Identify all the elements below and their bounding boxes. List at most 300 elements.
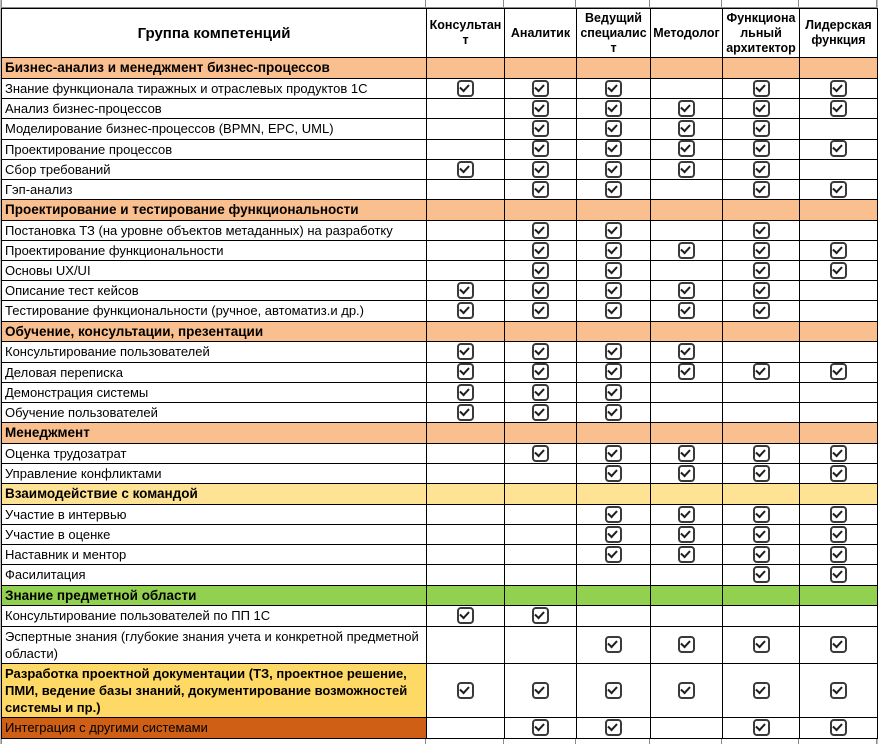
check-cell	[800, 663, 878, 717]
checked-checkbox-icon[interactable]	[830, 546, 847, 563]
check-cell	[651, 281, 723, 301]
check-cell	[723, 606, 800, 626]
checked-checkbox-icon[interactable]	[830, 242, 847, 259]
partial-row-below	[1, 739, 877, 744]
competency-row	[2, 663, 878, 717]
checked-checkbox-icon[interactable]	[457, 343, 474, 360]
check-cell	[577, 606, 651, 626]
section-empty-cell	[427, 585, 505, 606]
competency-row	[2, 79, 878, 99]
check-cell	[800, 606, 878, 626]
competency-row	[2, 718, 878, 738]
section-empty-cell	[577, 200, 651, 221]
check-cell	[505, 240, 577, 260]
check-cell	[651, 179, 723, 199]
section-header-row	[2, 484, 878, 505]
checked-checkbox-icon[interactable]	[830, 682, 847, 699]
checked-checkbox-icon[interactable]	[605, 282, 622, 299]
check-cell	[427, 382, 505, 402]
section-empty-cell	[651, 321, 723, 342]
competency-row	[2, 525, 878, 545]
section-empty-cell	[723, 321, 800, 342]
check-cell	[577, 545, 651, 565]
section-empty-cell	[651, 484, 723, 505]
competency-row	[2, 362, 878, 382]
check-cell	[800, 281, 878, 301]
checked-checkbox-icon[interactable]	[753, 719, 770, 736]
check-cell	[723, 504, 800, 524]
checked-checkbox-icon[interactable]	[605, 181, 622, 198]
check-cell	[723, 79, 800, 99]
section-header-row	[2, 585, 878, 606]
competency-row	[2, 443, 878, 463]
checked-checkbox-icon[interactable]	[605, 465, 622, 482]
check-cell	[427, 565, 505, 585]
checked-checkbox-icon[interactable]	[753, 526, 770, 543]
competency-label-cell: Управление конфликтами	[2, 464, 427, 484]
checked-checkbox-icon[interactable]	[532, 222, 549, 239]
checked-checkbox-icon[interactable]	[678, 242, 695, 259]
check-cell	[505, 99, 577, 119]
check-cell	[651, 99, 723, 119]
checked-checkbox-icon[interactable]	[830, 445, 847, 462]
check-cell	[723, 240, 800, 260]
checked-checkbox-icon[interactable]	[605, 526, 622, 543]
checked-checkbox-icon[interactable]	[678, 120, 695, 137]
check-cell	[577, 525, 651, 545]
competency-label-cell: Проектирование функциональности	[2, 240, 427, 260]
column-header-role-methodologist: Методолог	[651, 9, 723, 58]
competency-label-cell: Интеграция с другими системами	[2, 718, 427, 738]
checked-checkbox-icon[interactable]	[753, 566, 770, 583]
section-empty-cell	[723, 585, 800, 606]
competency-label-cell: Анализ бизнес-процессов	[2, 99, 427, 119]
competency-label-cell: Фасилитация	[2, 565, 427, 585]
checked-checkbox-icon[interactable]	[753, 161, 770, 178]
section-header-cell: Менеджмент	[2, 423, 427, 444]
checked-checkbox-icon[interactable]	[532, 404, 549, 421]
check-cell	[505, 342, 577, 362]
check-cell	[505, 119, 577, 139]
check-cell	[723, 119, 800, 139]
check-cell	[651, 79, 723, 99]
checked-checkbox-icon[interactable]	[605, 384, 622, 401]
competency-label-cell: Проектирование процессов	[2, 139, 427, 159]
competency-row	[2, 464, 878, 484]
check-cell	[577, 504, 651, 524]
checked-checkbox-icon[interactable]	[830, 100, 847, 117]
check-cell	[427, 464, 505, 484]
check-cell	[505, 159, 577, 179]
section-empty-cell	[505, 58, 577, 79]
competency-row	[2, 545, 878, 565]
checked-checkbox-icon[interactable]	[457, 282, 474, 299]
check-cell	[577, 159, 651, 179]
section-header-row	[2, 423, 878, 444]
checked-checkbox-icon[interactable]	[532, 302, 549, 319]
checked-checkbox-icon[interactable]	[605, 636, 622, 653]
competency-row	[2, 220, 878, 240]
checked-checkbox-icon[interactable]	[457, 302, 474, 319]
competency-label-cell: Обучение пользователей	[2, 402, 427, 422]
checked-checkbox-icon[interactable]	[830, 465, 847, 482]
checked-checkbox-icon[interactable]	[753, 140, 770, 157]
check-cell	[505, 565, 577, 585]
column-header-role-analyst: Аналитик	[505, 9, 577, 58]
check-cell	[577, 301, 651, 321]
section-empty-cell	[723, 200, 800, 221]
check-cell	[577, 626, 651, 663]
section-empty-cell	[800, 321, 878, 342]
check-cell	[505, 261, 577, 281]
check-cell	[723, 626, 800, 663]
check-cell	[651, 464, 723, 484]
checked-checkbox-icon[interactable]	[678, 465, 695, 482]
section-empty-cell	[577, 585, 651, 606]
check-cell	[723, 301, 800, 321]
checked-checkbox-icon[interactable]	[678, 282, 695, 299]
check-cell	[800, 402, 878, 422]
checked-checkbox-icon[interactable]	[457, 404, 474, 421]
section-header-cell: Бизнес-анализ и менеджмент бизнес-процессов	[2, 58, 427, 79]
check-cell	[800, 240, 878, 260]
checked-checkbox-icon[interactable]	[753, 302, 770, 319]
competency-label-cell: Моделирование бизнес-процессов (BPMN, EPC, UML)	[2, 119, 427, 139]
check-cell	[505, 626, 577, 663]
checked-checkbox-icon[interactable]	[605, 302, 622, 319]
competency-label-cell: Знание функционала тиражных и отраслевых продуктов 1С	[2, 79, 427, 99]
checked-checkbox-icon[interactable]	[830, 181, 847, 198]
check-cell	[505, 139, 577, 159]
checked-checkbox-icon[interactable]	[753, 282, 770, 299]
check-cell	[505, 718, 577, 738]
check-cell	[651, 663, 723, 717]
checked-checkbox-icon[interactable]	[753, 120, 770, 137]
section-empty-cell	[427, 200, 505, 221]
check-cell	[800, 443, 878, 463]
check-cell	[505, 220, 577, 240]
checked-checkbox-icon[interactable]	[753, 80, 770, 97]
checked-checkbox-icon[interactable]	[605, 343, 622, 360]
checked-checkbox-icon[interactable]	[605, 120, 622, 137]
competency-row	[2, 301, 878, 321]
section-empty-cell	[723, 423, 800, 444]
check-cell	[427, 139, 505, 159]
check-cell	[427, 281, 505, 301]
checked-checkbox-icon[interactable]	[830, 80, 847, 97]
checked-checkbox-icon[interactable]	[605, 242, 622, 259]
check-cell	[723, 525, 800, 545]
section-empty-cell	[427, 484, 505, 505]
checked-checkbox-icon[interactable]	[753, 682, 770, 699]
check-cell	[427, 240, 505, 260]
check-cell	[577, 362, 651, 382]
checked-checkbox-icon[interactable]	[605, 100, 622, 117]
check-cell	[723, 565, 800, 585]
check-cell	[800, 565, 878, 585]
section-header-cell: Проектирование и тестирование функциональности	[2, 200, 427, 221]
checked-checkbox-icon[interactable]	[532, 161, 549, 178]
section-empty-cell	[723, 484, 800, 505]
competency-row	[2, 99, 878, 119]
check-cell	[800, 159, 878, 179]
checked-checkbox-icon[interactable]	[605, 546, 622, 563]
partial-row-above	[1, 0, 877, 8]
section-header-row	[2, 58, 878, 79]
competency-row	[2, 159, 878, 179]
check-cell	[651, 718, 723, 738]
section-header-cell: Обучение, консультации, презентации	[2, 321, 427, 342]
check-cell	[427, 626, 505, 663]
section-header-row	[2, 321, 878, 342]
section-empty-cell	[651, 585, 723, 606]
check-cell	[651, 382, 723, 402]
check-cell	[800, 525, 878, 545]
check-cell	[427, 261, 505, 281]
checked-checkbox-icon[interactable]	[532, 343, 549, 360]
check-cell	[577, 402, 651, 422]
checked-checkbox-icon[interactable]	[605, 404, 622, 421]
check-cell	[427, 663, 505, 717]
checked-checkbox-icon[interactable]	[753, 445, 770, 462]
checked-checkbox-icon[interactable]	[457, 607, 474, 624]
check-cell	[505, 464, 577, 484]
competency-row	[2, 342, 878, 362]
check-cell	[723, 342, 800, 362]
checked-checkbox-icon[interactable]	[605, 682, 622, 699]
check-cell	[505, 402, 577, 422]
check-cell	[723, 220, 800, 240]
check-cell	[800, 504, 878, 524]
checked-checkbox-icon[interactable]	[678, 636, 695, 653]
section-empty-cell	[800, 200, 878, 221]
check-cell	[723, 159, 800, 179]
competency-label-cell: Гэп-анализ	[2, 179, 427, 199]
competency-label-cell: Описание тест кейсов	[2, 281, 427, 301]
checked-checkbox-icon[interactable]	[605, 161, 622, 178]
check-cell	[651, 240, 723, 260]
section-empty-cell	[651, 200, 723, 221]
checked-checkbox-icon[interactable]	[830, 140, 847, 157]
check-cell	[800, 382, 878, 402]
check-cell	[651, 362, 723, 382]
checked-checkbox-icon[interactable]	[753, 262, 770, 279]
checked-checkbox-icon[interactable]	[532, 719, 549, 736]
checked-checkbox-icon[interactable]	[532, 262, 549, 279]
checked-checkbox-icon[interactable]	[753, 465, 770, 482]
check-cell	[577, 179, 651, 199]
checked-checkbox-icon[interactable]	[678, 161, 695, 178]
check-cell	[800, 464, 878, 484]
checked-checkbox-icon[interactable]	[532, 181, 549, 198]
checked-checkbox-icon[interactable]	[830, 526, 847, 543]
section-header-cell: Знание предметной области	[2, 585, 427, 606]
checked-checkbox-icon[interactable]	[678, 363, 695, 380]
check-cell	[723, 281, 800, 301]
section-empty-cell	[427, 423, 505, 444]
checked-checkbox-icon[interactable]	[753, 242, 770, 259]
check-cell	[800, 301, 878, 321]
check-cell	[800, 261, 878, 281]
check-cell	[505, 545, 577, 565]
checked-checkbox-icon[interactable]	[532, 363, 549, 380]
check-cell	[577, 718, 651, 738]
competency-label-cell: Консультирование пользователей по ПП 1С	[2, 606, 427, 626]
check-cell	[723, 718, 800, 738]
check-cell	[651, 139, 723, 159]
checked-checkbox-icon[interactable]	[605, 506, 622, 523]
checked-checkbox-icon[interactable]	[605, 445, 622, 462]
competency-label-cell: Участие в интервью	[2, 504, 427, 524]
checked-checkbox-icon[interactable]	[830, 506, 847, 523]
checked-checkbox-icon[interactable]	[532, 607, 549, 624]
checked-checkbox-icon[interactable]	[605, 262, 622, 279]
checked-checkbox-icon[interactable]	[457, 384, 474, 401]
check-cell	[577, 464, 651, 484]
check-cell	[505, 79, 577, 99]
competency-label-cell: Эспертные знания (глубокие знания учета и конкретной предметной области)	[2, 626, 427, 663]
check-cell	[427, 179, 505, 199]
check-cell	[577, 139, 651, 159]
checked-checkbox-icon[interactable]	[830, 636, 847, 653]
check-cell	[577, 443, 651, 463]
check-cell	[505, 525, 577, 545]
section-empty-cell	[577, 58, 651, 79]
checked-checkbox-icon[interactable]	[605, 140, 622, 157]
competency-row	[2, 606, 878, 626]
check-cell	[427, 402, 505, 422]
section-empty-cell	[651, 423, 723, 444]
check-cell	[577, 261, 651, 281]
checked-checkbox-icon[interactable]	[753, 181, 770, 198]
check-cell	[505, 179, 577, 199]
check-cell	[577, 342, 651, 362]
checked-checkbox-icon[interactable]	[678, 302, 695, 319]
checked-checkbox-icon[interactable]	[532, 282, 549, 299]
checked-checkbox-icon[interactable]	[605, 363, 622, 380]
checked-checkbox-icon[interactable]	[457, 161, 474, 178]
check-cell	[723, 402, 800, 422]
check-cell	[577, 663, 651, 717]
check-cell	[800, 545, 878, 565]
section-empty-cell	[651, 58, 723, 79]
competency-row	[2, 382, 878, 402]
competency-label-cell: Наставник и ментор	[2, 545, 427, 565]
section-empty-cell	[505, 585, 577, 606]
checked-checkbox-icon[interactable]	[678, 546, 695, 563]
checked-checkbox-icon[interactable]	[753, 546, 770, 563]
section-empty-cell	[577, 423, 651, 444]
checked-checkbox-icon[interactable]	[678, 343, 695, 360]
check-cell	[577, 240, 651, 260]
section-header-cell: Взаимодействие с командой	[2, 484, 427, 505]
competency-matrix-table	[1, 8, 878, 739]
checked-checkbox-icon[interactable]	[830, 719, 847, 736]
check-cell	[427, 504, 505, 524]
checked-checkbox-icon[interactable]	[457, 363, 474, 380]
competency-label-cell: Тестирование функциональности (ручное, автоматиз.и др.)	[2, 301, 427, 321]
check-cell	[427, 545, 505, 565]
competency-row	[2, 281, 878, 301]
check-cell	[723, 139, 800, 159]
check-cell	[427, 443, 505, 463]
competency-label-cell: Основы UX/UI	[2, 261, 427, 281]
checked-checkbox-icon[interactable]	[678, 100, 695, 117]
column-header-role-lead-specialist: Ведущий специалист	[577, 9, 651, 58]
check-cell	[505, 281, 577, 301]
check-cell	[651, 119, 723, 139]
check-cell	[505, 382, 577, 402]
competency-label-cell: Деловая переписка	[2, 362, 427, 382]
checked-checkbox-icon[interactable]	[532, 100, 549, 117]
checked-checkbox-icon[interactable]	[753, 222, 770, 239]
section-empty-cell	[800, 423, 878, 444]
checked-checkbox-icon[interactable]	[605, 222, 622, 239]
checked-checkbox-icon[interactable]	[678, 506, 695, 523]
check-cell	[723, 464, 800, 484]
checked-checkbox-icon[interactable]	[753, 506, 770, 523]
check-cell	[800, 220, 878, 240]
competency-row	[2, 626, 878, 663]
section-header-row	[2, 200, 878, 221]
checked-checkbox-icon[interactable]	[830, 262, 847, 279]
check-cell	[505, 663, 577, 717]
checked-checkbox-icon[interactable]	[532, 120, 549, 137]
check-cell	[577, 565, 651, 585]
check-cell	[723, 179, 800, 199]
checked-checkbox-icon[interactable]	[830, 566, 847, 583]
competency-label-cell: Демонстрация системы	[2, 382, 427, 402]
section-empty-cell	[505, 200, 577, 221]
column-header-role-functional-architect: Функциональный архитектор	[723, 9, 800, 58]
header-row	[2, 9, 878, 58]
checked-checkbox-icon[interactable]	[678, 526, 695, 543]
check-cell	[505, 606, 577, 626]
competency-row	[2, 402, 878, 422]
checked-checkbox-icon[interactable]	[457, 80, 474, 97]
check-cell	[800, 99, 878, 119]
checked-checkbox-icon[interactable]	[605, 719, 622, 736]
checked-checkbox-icon[interactable]	[457, 682, 474, 699]
checked-checkbox-icon[interactable]	[753, 100, 770, 117]
check-cell	[723, 362, 800, 382]
checked-checkbox-icon[interactable]	[678, 445, 695, 462]
check-cell	[427, 525, 505, 545]
column-header-role-consultant: Консультант	[427, 9, 505, 58]
checked-checkbox-icon[interactable]	[753, 363, 770, 380]
checked-checkbox-icon[interactable]	[532, 140, 549, 157]
competency-label-cell: Оценка трудозатрат	[2, 443, 427, 463]
section-empty-cell	[800, 484, 878, 505]
checked-checkbox-icon[interactable]	[678, 682, 695, 699]
section-empty-cell	[723, 58, 800, 79]
checked-checkbox-icon[interactable]	[532, 384, 549, 401]
checked-checkbox-icon[interactable]	[605, 80, 622, 97]
competency-label-cell: Разработка проектной документации (ТЗ, проектное решение, ПМИ, ведение базы знаний, документирование возможностей системы и пр.)	[2, 663, 427, 717]
competency-label-cell: Сбор требований	[2, 159, 427, 179]
check-cell	[651, 504, 723, 524]
check-cell	[577, 79, 651, 99]
checked-checkbox-icon[interactable]	[532, 445, 549, 462]
checked-checkbox-icon[interactable]	[678, 140, 695, 157]
checked-checkbox-icon[interactable]	[830, 363, 847, 380]
competency-row	[2, 261, 878, 281]
checked-checkbox-icon[interactable]	[532, 242, 549, 259]
competency-row	[2, 240, 878, 260]
checked-checkbox-icon[interactable]	[532, 80, 549, 97]
checked-checkbox-icon[interactable]	[753, 636, 770, 653]
checked-checkbox-icon[interactable]	[532, 682, 549, 699]
